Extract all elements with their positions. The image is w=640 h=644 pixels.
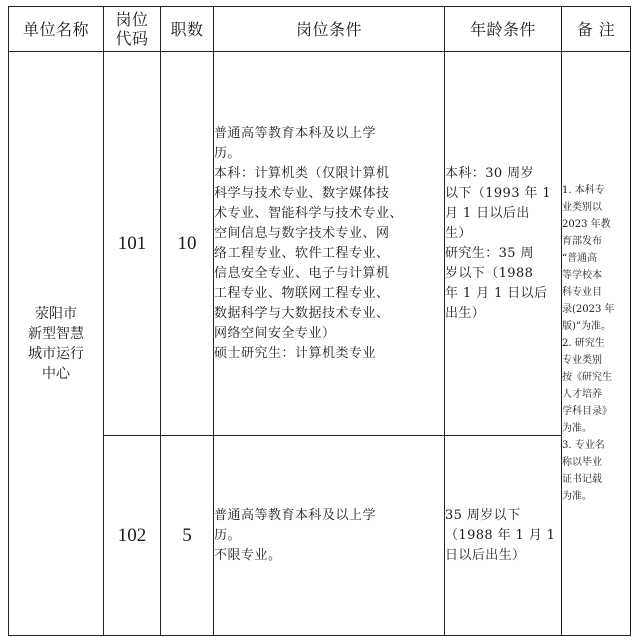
- position-count-101: 10: [161, 52, 214, 436]
- note-line: 2023 年教: [562, 219, 611, 230]
- header-code-line1: 岗位: [115, 10, 149, 29]
- age-line: 研究生：35 周: [445, 245, 534, 261]
- note-line: 3. 专业名: [562, 440, 605, 451]
- condition-line: 网络空间安全专业）: [214, 325, 336, 341]
- condition-line: 数据科学与大数据技术专业、: [214, 305, 390, 321]
- header-unit-name: 单位名称: [9, 7, 104, 52]
- note-line: 学科目录》: [562, 406, 612, 417]
- notes-cell: [562, 52, 631, 636]
- age-cell-102: [445, 436, 562, 636]
- header-row: [9, 7, 631, 52]
- age-line: 月 1 日以后出: [445, 205, 530, 221]
- condition-line: 本科：计算机类（仅限计算机: [214, 165, 390, 181]
- condition-line: 硕士研究生：计算机类专业: [214, 345, 377, 361]
- age-line: 年 1 月 1 日以后: [445, 285, 548, 301]
- note-line: 证书记载: [562, 474, 602, 485]
- note-line: 为准。: [562, 491, 592, 502]
- condition-line: 空间信息与数字技术专业、网: [214, 225, 390, 241]
- note-line: 按《研究生: [562, 372, 612, 383]
- note-line: 人才培养: [562, 389, 602, 400]
- note-line: 专业类别: [562, 355, 602, 366]
- header-conditions: 岗位条件: [214, 7, 445, 52]
- note-line: 版)”为准。: [562, 321, 612, 332]
- condition-line: 工程专业、物联网工程专业、: [214, 285, 390, 301]
- position-count-102: 5: [161, 436, 214, 636]
- conditions-cell-102: [214, 436, 445, 636]
- age-line: 岁以下（1988: [445, 265, 534, 281]
- note-line: 等学校本: [562, 270, 602, 281]
- age-line: 以下（1993 年 1: [445, 185, 552, 201]
- table-row: [9, 52, 631, 436]
- conditions-cell-101: [214, 52, 445, 436]
- position-code-102: 102: [104, 436, 161, 636]
- condition-line: 普通高等教育本科及以上学: [214, 125, 377, 141]
- note-line: 2. 研究生: [562, 338, 605, 349]
- age-line: 本科：30 周岁: [445, 165, 534, 181]
- age-line: 35 周岁以下: [445, 507, 521, 523]
- condition-line: 信息安全专业、电子与计算机: [214, 265, 390, 281]
- note-line: 称以毕业: [562, 457, 602, 468]
- condition-line: 历。: [214, 145, 242, 161]
- header-age: 年龄条件: [445, 7, 562, 52]
- condition-line: 科学与技术专业、数字媒体技: [214, 185, 390, 201]
- age-cell-101: [445, 52, 562, 436]
- recruitment-table: [8, 6, 631, 636]
- condition-line: 术专业、智能科学与技术专业、: [214, 205, 404, 221]
- note-line: 育部发布: [562, 236, 602, 247]
- condition-line: 络工程专业、软件工程专业、: [214, 245, 390, 261]
- note-line: 录(2023 年: [562, 304, 615, 315]
- header-notes: 备 注: [562, 7, 631, 52]
- age-line: 日以后出生）: [445, 547, 526, 563]
- condition-line: 不限专业。: [214, 547, 282, 563]
- header-code-line2: 代码: [115, 29, 149, 48]
- unit-name-line: 中心: [42, 365, 70, 382]
- unit-name-cell: [9, 52, 104, 636]
- note-line: 1. 本科专: [562, 185, 605, 196]
- position-code-101: 101: [104, 52, 161, 436]
- unit-name-line: 新型智慧: [28, 325, 84, 342]
- age-line: （1988 年 1 月 1: [445, 527, 556, 543]
- note-line: 业类别以: [562, 202, 602, 213]
- note-line: 为准。: [562, 423, 592, 434]
- condition-line: 普通高等教育本科及以上学: [214, 507, 377, 523]
- note-line: 科专业目: [562, 287, 602, 298]
- age-line: 出生）: [445, 305, 486, 321]
- condition-line: 历。: [214, 527, 242, 543]
- header-position-code: [104, 7, 161, 52]
- header-position-count: 职数: [161, 7, 214, 52]
- unit-name-line: 荥阳市: [35, 305, 77, 322]
- age-line: 生）: [445, 225, 472, 241]
- unit-name-line: 城市运行: [28, 345, 84, 362]
- note-line: “普通高: [562, 253, 598, 264]
